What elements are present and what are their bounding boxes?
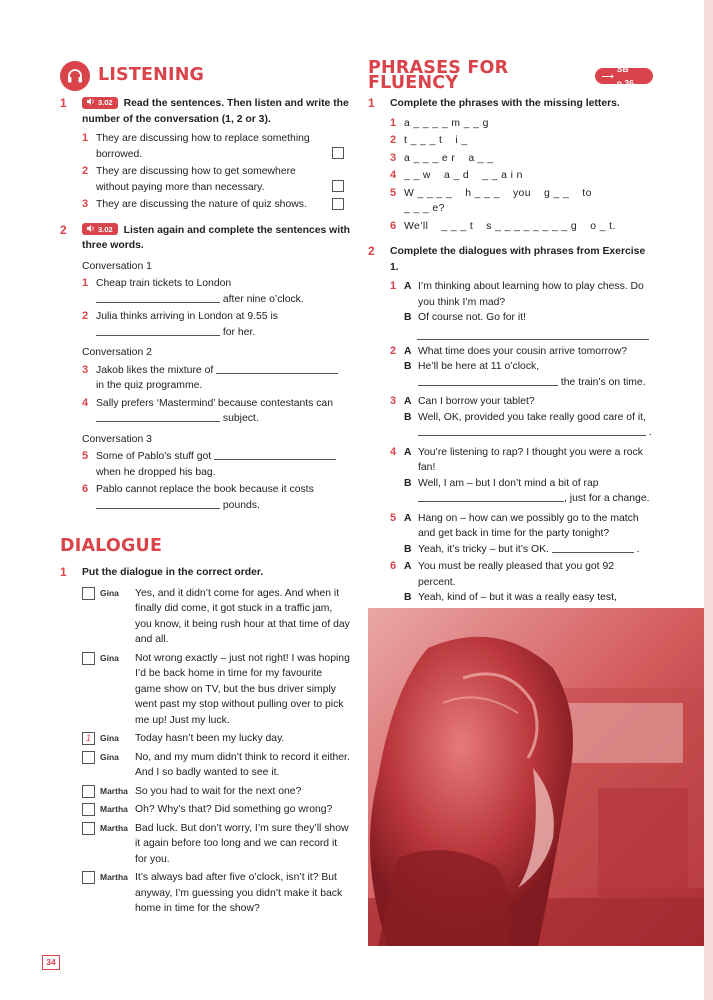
left-column bbox=[60, 62, 350, 917]
right-column bbox=[368, 57, 653, 621]
dialogue-text: No, and my mum didn’t think to record it either. And I so badly wanted to see it. bbox=[135, 751, 350, 778]
phrase-text: We’ll _ _ _ t s _ _ _ _ _ _ _ _ g o _ t. bbox=[404, 220, 616, 232]
phrase-item[interactable] bbox=[390, 168, 653, 184]
answer-blank[interactable] bbox=[96, 411, 220, 422]
item-number: 3 bbox=[82, 198, 89, 210]
item-text: after nine o’clock. bbox=[222, 293, 304, 305]
dialogue-text: Oh? Why’s that? Did something go wrong? bbox=[135, 804, 333, 815]
line-text: Hang on – how can we possibly go to the match and get back in time for the party tonight? bbox=[418, 512, 639, 539]
answer-box[interactable] bbox=[332, 180, 344, 192]
item-number: 1 bbox=[82, 277, 89, 289]
list-item bbox=[82, 482, 350, 513]
order-box[interactable] bbox=[82, 871, 95, 884]
exercise-number: 1 bbox=[368, 96, 375, 110]
instruction-text: Read the sentences. Then listen and write the number of the conversation (1, 2 or 3). bbox=[82, 98, 349, 125]
dialogue-line bbox=[82, 784, 350, 800]
speaker-name: Martha bbox=[100, 804, 128, 814]
speaker-letter: A bbox=[404, 446, 412, 458]
listening-header bbox=[60, 62, 350, 90]
order-box[interactable] bbox=[82, 652, 95, 665]
dialogue-exercise-1 bbox=[60, 565, 350, 917]
line-text: Well, OK, provided you take really good care of it, bbox=[418, 411, 646, 423]
order-box[interactable] bbox=[82, 751, 95, 764]
item-number: 6 bbox=[390, 560, 397, 572]
mini-dialogue bbox=[390, 279, 653, 340]
speaker-letter: B bbox=[404, 543, 412, 555]
speaker-name: Martha bbox=[100, 872, 128, 882]
conversation-label: Conversation 2 bbox=[82, 347, 152, 358]
answer-blank[interactable] bbox=[216, 363, 338, 374]
dialogue-line bbox=[82, 586, 350, 648]
item-number: 6 bbox=[390, 219, 397, 232]
dialogue-lines bbox=[82, 586, 350, 917]
speaker-icon bbox=[87, 222, 95, 238]
dialogue-title: DIALOGUE bbox=[60, 536, 163, 557]
audio-track-badge[interactable] bbox=[82, 97, 118, 109]
page-number: 34 bbox=[42, 955, 60, 970]
line-text: What time does your cousin arrive tomorrow? bbox=[418, 345, 628, 357]
speaker-letter: A bbox=[404, 345, 412, 357]
speaker-letter: A bbox=[404, 512, 412, 524]
speaker-icon bbox=[87, 95, 95, 111]
line-text: I’m thinking about learning how to play chess. Do you think I’m mad? bbox=[418, 281, 644, 308]
item-number: 3 bbox=[390, 395, 397, 407]
listening-exercise-2 bbox=[60, 223, 350, 514]
exercise-instruction: Complete the dialogues with phrases from Exercise 1. bbox=[390, 246, 646, 273]
student-book-reference[interactable] bbox=[595, 64, 653, 88]
item-number: 1 bbox=[390, 116, 397, 129]
item-text: They are discussing how to get somewhere without paying more than necessary. bbox=[96, 166, 296, 193]
speaker-letter: A bbox=[404, 281, 412, 292]
item-number: 2 bbox=[82, 310, 89, 322]
sb-ref-text: SB p.36 bbox=[616, 64, 634, 88]
item-number: 1 bbox=[82, 132, 89, 144]
list-item bbox=[82, 449, 350, 480]
listening-title: LISTENING bbox=[98, 65, 205, 86]
answer-blank[interactable] bbox=[96, 292, 220, 303]
phrase-text-continued: _ _ _ e? bbox=[404, 203, 445, 214]
dialogue-line bbox=[82, 750, 350, 781]
item-number: 5 bbox=[82, 450, 89, 462]
mini-dialogue bbox=[390, 445, 653, 507]
item-number: 4 bbox=[82, 396, 89, 409]
dialogue-text: So you had to wait for the next one? bbox=[135, 785, 302, 797]
exercise-instruction bbox=[82, 96, 350, 127]
item-text: subject. bbox=[222, 413, 259, 424]
speaker-name: Gina bbox=[100, 652, 119, 663]
exercise-number: 1 bbox=[60, 96, 67, 110]
item-text: Cheap train tickets to London bbox=[96, 278, 232, 289]
line-text: Can I borrow your tablet? bbox=[418, 396, 535, 407]
period: . bbox=[636, 543, 640, 555]
dialogue-line bbox=[82, 731, 350, 747]
item-text: Sally prefers ‘Mastermind’ because contestants can bbox=[96, 397, 333, 409]
conversation-label: Conversation 3 bbox=[82, 433, 152, 445]
item-text: Julia thinks arriving in London at 9.55 is bbox=[96, 311, 278, 322]
answer-blank[interactable] bbox=[418, 491, 564, 502]
answer-box[interactable] bbox=[332, 147, 344, 159]
phrase-text: a _ _ _ _ m _ _ g bbox=[404, 117, 489, 129]
list-item bbox=[82, 396, 350, 427]
speaker-name: Gina bbox=[100, 733, 119, 743]
item-number: 4 bbox=[390, 169, 397, 181]
answer-line[interactable] bbox=[417, 326, 649, 340]
dialogue-line bbox=[82, 651, 350, 729]
exercise-instruction bbox=[82, 223, 350, 254]
speaker-letter: A bbox=[404, 396, 412, 407]
dialogue-header bbox=[60, 533, 350, 561]
dialogue-text: It’s always bad after five o’clock, isn’t it? But anyway, I’m guessing you didn’t make it back home in time for the show? bbox=[135, 872, 343, 914]
exercise-number: 1 bbox=[60, 565, 67, 579]
answer-blank[interactable] bbox=[552, 542, 634, 553]
item-text: They are discussing how to replace something borrowed. bbox=[96, 133, 310, 160]
order-box[interactable]: 1 bbox=[82, 732, 95, 745]
item-text: when he dropped his bag. bbox=[96, 466, 216, 478]
item-number: 5 bbox=[390, 186, 397, 199]
dialogue-line bbox=[82, 821, 350, 868]
line-text: Of course not. Go for it! bbox=[418, 312, 526, 323]
phrases-header bbox=[368, 57, 653, 93]
list-item bbox=[82, 197, 350, 213]
answer-blank[interactable] bbox=[418, 425, 646, 436]
exercise-instruction: Complete the phrases with the missing letters. bbox=[390, 98, 620, 109]
answer-blank[interactable] bbox=[96, 325, 220, 336]
line-text: , just for a change. bbox=[564, 493, 650, 504]
speaker-letter: B bbox=[404, 361, 412, 372]
phrase-item[interactable] bbox=[390, 151, 653, 167]
phrase-item[interactable] bbox=[390, 186, 653, 217]
phrase-text: t _ _ _ t i _ bbox=[404, 135, 468, 146]
list-item bbox=[82, 309, 350, 340]
girl-looking-at-bus-photo bbox=[368, 608, 704, 946]
item-number: 4 bbox=[390, 445, 397, 458]
arrow-right-icon: ⟶ bbox=[601, 71, 614, 81]
item-number: 1 bbox=[390, 280, 397, 292]
line-text: Yeah, it’s tricky – but it’s OK. bbox=[418, 543, 549, 555]
speaker-name: Gina bbox=[100, 751, 119, 762]
list-item bbox=[82, 164, 350, 195]
speaker-letter: B bbox=[404, 411, 412, 423]
mini-dialogue bbox=[390, 394, 653, 441]
mini-dialogue bbox=[390, 511, 653, 558]
headphones-icon bbox=[60, 61, 90, 91]
phrase-text: W _ _ _ _ h _ _ _ you g _ _ to bbox=[404, 187, 592, 199]
answer-blank[interactable] bbox=[214, 449, 336, 460]
speaker-letter: B bbox=[404, 592, 412, 603]
speaker-name: Gina bbox=[100, 587, 119, 598]
dialogue-text: Yes, and it didn’t come for ages. And when it finally did come, it got stuck in a traffic jam, you know, it being rush hour at that time of day and all. bbox=[135, 587, 350, 645]
phrases-exercise-2 bbox=[368, 244, 653, 621]
speaker-letter: B bbox=[404, 312, 412, 323]
list-item bbox=[82, 276, 350, 307]
item-number: 2 bbox=[390, 134, 397, 146]
item-text: pounds. bbox=[222, 499, 260, 511]
item-number: 2 bbox=[390, 344, 397, 357]
item-text: Some of Pablo’s stuff got bbox=[96, 451, 212, 462]
order-box[interactable] bbox=[82, 587, 95, 600]
speaker-letter: A bbox=[404, 561, 412, 572]
item-text: They are discussing the nature of quiz shows. bbox=[96, 199, 307, 210]
audio-track-badge[interactable] bbox=[82, 223, 118, 235]
speaker-letter: B bbox=[404, 477, 412, 489]
speaker-name: Martha bbox=[100, 822, 128, 833]
dialogue-line bbox=[82, 802, 350, 818]
answer-blank[interactable] bbox=[418, 375, 558, 386]
audio-track-number: 3.02 bbox=[98, 98, 113, 107]
dialogue-text: Bad luck. But don’t worry, I’m sure they’ll show it again before too long and we can record it for you. bbox=[135, 822, 349, 865]
item-text: Pablo cannot replace the book because it costs bbox=[96, 484, 314, 495]
exercise-number: 2 bbox=[60, 222, 67, 237]
listening-exercise-1 bbox=[60, 96, 350, 213]
item-text: Jakob likes the mixture of bbox=[96, 364, 214, 376]
line-text: You’re listening to rap? I thought you were a rock fan! bbox=[418, 446, 643, 473]
audio-track-number: 3.02 bbox=[98, 224, 113, 234]
line-text: He’ll be here at 11 o’clock, bbox=[418, 361, 540, 372]
order-box[interactable] bbox=[82, 822, 95, 835]
phrases-exercise-1 bbox=[368, 96, 653, 234]
line-text: Well, I am – but I don’t mind a bit of rap bbox=[418, 477, 599, 489]
list-item bbox=[82, 131, 350, 162]
line-text: You must be really pleased that you got 92 percent. bbox=[418, 561, 615, 588]
line-text: Yeah, kind of – but it was a really easy test, bbox=[418, 592, 617, 603]
item-number: 3 bbox=[82, 363, 89, 376]
dialogue-line bbox=[82, 870, 350, 917]
speaker-name: Martha bbox=[100, 785, 128, 796]
item-text: in the quiz programme. bbox=[96, 380, 203, 391]
conversation-label: Conversation 1 bbox=[82, 260, 152, 272]
dialogue-text: Not wrong exactly – just not right! I was hoping I’d be back home in time for my favourite game show on TV, but the bus driver simply went past my stop without pulling over to pick me up! Just my luck. bbox=[135, 652, 350, 726]
line-text: the train’s on time. bbox=[560, 376, 646, 388]
dialogue-text: Today hasn’t been my lucky day. bbox=[135, 733, 285, 744]
exercise-instruction: Put the dialogue in the correct order. bbox=[82, 567, 264, 578]
item-number: 5 bbox=[390, 511, 397, 524]
mini-dialogue bbox=[390, 344, 653, 391]
list-item bbox=[82, 363, 350, 394]
period: . bbox=[648, 427, 652, 438]
phrase-item[interactable] bbox=[390, 116, 653, 132]
answer-blank[interactable] bbox=[96, 498, 220, 509]
phrase-text: _ _ w a _ d _ _ a i n bbox=[404, 170, 523, 181]
instruction-text: Listen again and complete the sentences with three words. bbox=[82, 224, 350, 251]
phrase-text: a _ _ _ e r a _ _ bbox=[404, 152, 494, 164]
phrase-item[interactable] bbox=[390, 133, 653, 149]
item-number: 6 bbox=[82, 483, 89, 495]
item-text: for her. bbox=[222, 326, 256, 338]
item-number: 3 bbox=[390, 151, 397, 164]
phrases-title: PHRASES FOR FLUENCY bbox=[368, 57, 509, 93]
exercise-number: 2 bbox=[368, 244, 375, 258]
answer-box[interactable] bbox=[332, 198, 344, 210]
page-edge-strip bbox=[704, 0, 713, 1000]
phrase-item[interactable] bbox=[390, 219, 653, 235]
item-number: 2 bbox=[82, 165, 89, 177]
order-box[interactable] bbox=[82, 803, 95, 816]
order-box[interactable] bbox=[82, 785, 95, 798]
